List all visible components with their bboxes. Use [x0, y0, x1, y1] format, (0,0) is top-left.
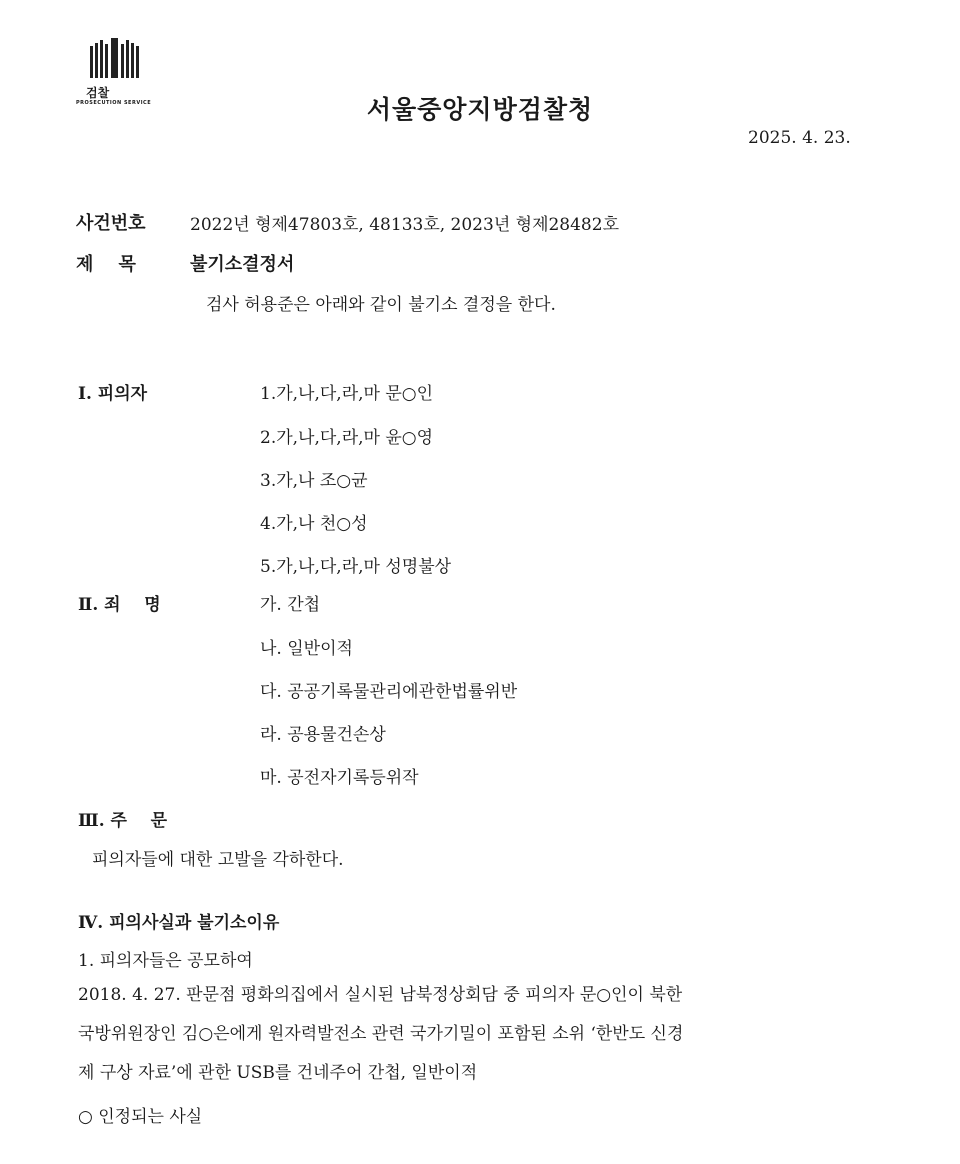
case-intro: 검사 허용준은 아래와 같이 불기소 결정을 한다. [206, 295, 556, 315]
disposition-heading: Ⅲ. 주 문 [78, 811, 168, 831]
recognized-facts-label: ○ 인정되는 사실 [78, 1107, 203, 1127]
case-title-label: 제 목 [76, 254, 136, 275]
suspect-item: 1.가,나,다,라,마 문○인 [260, 384, 434, 404]
facts-paragraph-line: 2018. 4. 27. 판문점 평화의집에서 실시된 남북정상회담 중 피의자 문○인이 북한 [78, 985, 683, 1005]
case-number-label: 사건번호 [76, 213, 146, 234]
disposition-text: 피의자들에 대한 고발을 각하한다. [92, 850, 344, 870]
facts-paragraph-line: 제 구상 자료’에 관한 USB를 건네주어 간첩, 일반이적 [78, 1063, 478, 1083]
suspect-item: 5.가,나,다,라,마 성명불상 [260, 557, 452, 577]
charge-item: 가. 간첩 [260, 595, 321, 615]
charge-item: 라. 공용물건손상 [260, 725, 386, 745]
charge-item: 다. 공공기록물관리에관한법률위반 [260, 682, 518, 702]
case-number-value: 2022년 형제47803호, 48133호, 2023년 형제28482호 [190, 215, 619, 235]
logo-text: 검찰 [86, 86, 110, 100]
suspect-item: 2.가,나,다,라,마 윤○영 [260, 428, 434, 448]
suspect-item: 4.가,나 천○성 [260, 514, 368, 534]
suspect-item: 3.가,나 조○균 [260, 471, 368, 491]
charge-item: 나. 일반이적 [260, 639, 353, 659]
facts-paragraph-line: 국방위원장인 김○은에게 원자력발전소 관련 국가기밀이 포함된 소위 ‘한반도 신경 [78, 1024, 684, 1044]
charge-item: 마. 공전자기록등위작 [260, 768, 419, 788]
suspects-heading: Ⅰ. 피의자 [78, 384, 148, 404]
case-title-value: 불기소결정서 [190, 254, 295, 275]
logo-subtext: PROSECUTION SERVICE [76, 100, 152, 106]
charges-heading: Ⅱ. 죄 명 [78, 595, 161, 615]
facts-paragraph [78, 976, 890, 1093]
facts-heading: Ⅳ. 피의사실과 불기소이유 [78, 913, 280, 933]
office-title: 서울중앙지방검찰청 [366, 95, 594, 124]
facts-item-1: 1. 피의자들은 공모하여 [78, 951, 253, 971]
document-date: 2025. 4. 23. [748, 128, 851, 148]
prosecution-emblem-icon [90, 38, 140, 80]
